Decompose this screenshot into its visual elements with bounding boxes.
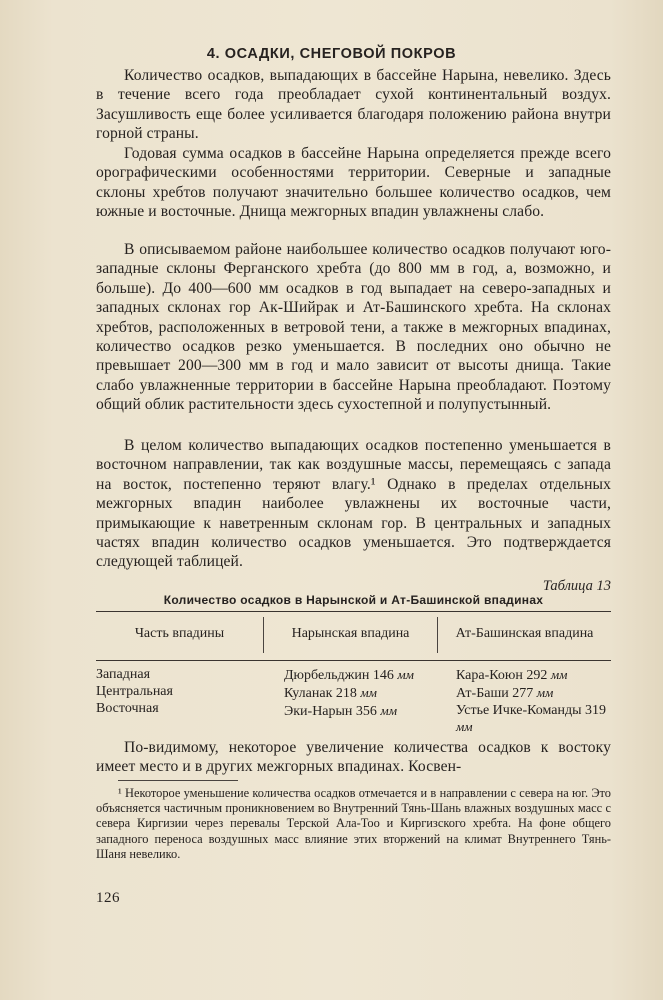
footnote: ¹ Некоторое уменьшение количества осадков отмечается и в направлении с севера на юг. Это объясняется частичным проникновением во Внутренний Тянь-Шань влажных воздушных масс с севера Киргизии через перевалы Терской Ала-Тоо и Киргизского хребта. На фоне общего западного переноса воздушных масс влияние этих вторжений на климат Внутреннего Тянь-Шаня невелико. [96, 786, 611, 861]
table-cell-naryn: Эки-Нарын 356 мм [284, 702, 398, 719]
paragraph-after-table: По-видимому, некоторое увеличение количества осадков к востоку имеет место и в других межгорных впадинах. Косвен- [96, 739, 611, 776]
table-cell-atbash: Кара-Коюн 292 мм [456, 667, 568, 683]
footnote-rule [118, 780, 238, 781]
table-cell-atbash: Устье Ичке-Команды 319 мм [456, 702, 607, 735]
table-title: Количество осадков в Нарынской и Ат-Башинской впадинах [163, 593, 544, 607]
table-header-atbash: Ат-Башинская впадина [455, 626, 594, 641]
table-cell-atbash: Ат-Баши 277 мм [456, 684, 554, 701]
section-heading: 4. ОСАДКИ, СНЕГОВОЙ ПОКРОВ [206, 46, 457, 62]
table-column-atbash [456, 667, 616, 737]
paragraph-4: В целом количество выпадающих осадков постепенно уменьшается в восточном направлении, так как воздушные массы, перемещаясь с запада на восток, постепенно теряют влагу.¹ Однако в пределах отдельных межгорных впадин наиболее увлажнены их восточные части, примыкающие к наветренным склонам гор. В центральных и западных частях впадин количество осадков уменьшается. Это подтверждается следующей таблицей. [96, 437, 611, 571]
paragraph-2: Годовая сумма осадков в бассейне Нарына определяется прежде всего орографическими особенностями территории. Северные и западные склоны хребтов получают значительно большее количество осадков, чем южные и восточные. Днища межгорных впадин увлажнены слабо. [96, 145, 611, 221]
table-header-rule [96, 660, 611, 661]
table-cell-naryn: Дюрбельджин 146 мм [284, 667, 414, 683]
table-cell-part: Западная [96, 667, 151, 682]
table-cell-naryn: Куланак 218 мм [284, 684, 377, 701]
table-cell-part: Восточная [96, 700, 159, 716]
table-header-naryn: Нарынская впадина [291, 626, 410, 641]
page-number: 126 [96, 890, 120, 906]
table-caption: Таблица 13 [542, 578, 611, 594]
table-column-naryn [284, 667, 449, 720]
table-top-rule [96, 611, 611, 612]
table-header-part: Часть впадины [134, 626, 225, 641]
paragraph-3: В описываемом районе наибольшее количество осадков получают юго-западные склоны Ферганского хребта (до 800 мм в год, а, возможно, и больше). До 400—600 мм осадков в год выпадает на северо-западных и западных склонах гор Ак-Шийрак и Ат-Башинского хребта. На склонах хребтов, расположенных в ветровой тени, а также в межгорных впадинах, количество осадков резко уменьшается. В последних оно обычно не превышает 200—300 мм в год и мало зависит от высоты днища. Такие слабо увлажненные территории в бассейне Нарына преобладают. Поэтому общий облик растительности здесь сухостепной и полупустынный. [96, 241, 611, 414]
paragraph-1: Количество осадков, выпадающих в бассейне Нарына, невелико. Здесь в течение всего года преобладает сухой континентальный воздух. Засушливость еще более усиливается благодаря положению района внутри горной страны. [96, 67, 611, 143]
table-column-part [96, 667, 261, 717]
table-cell-part: Центральная [96, 683, 173, 699]
